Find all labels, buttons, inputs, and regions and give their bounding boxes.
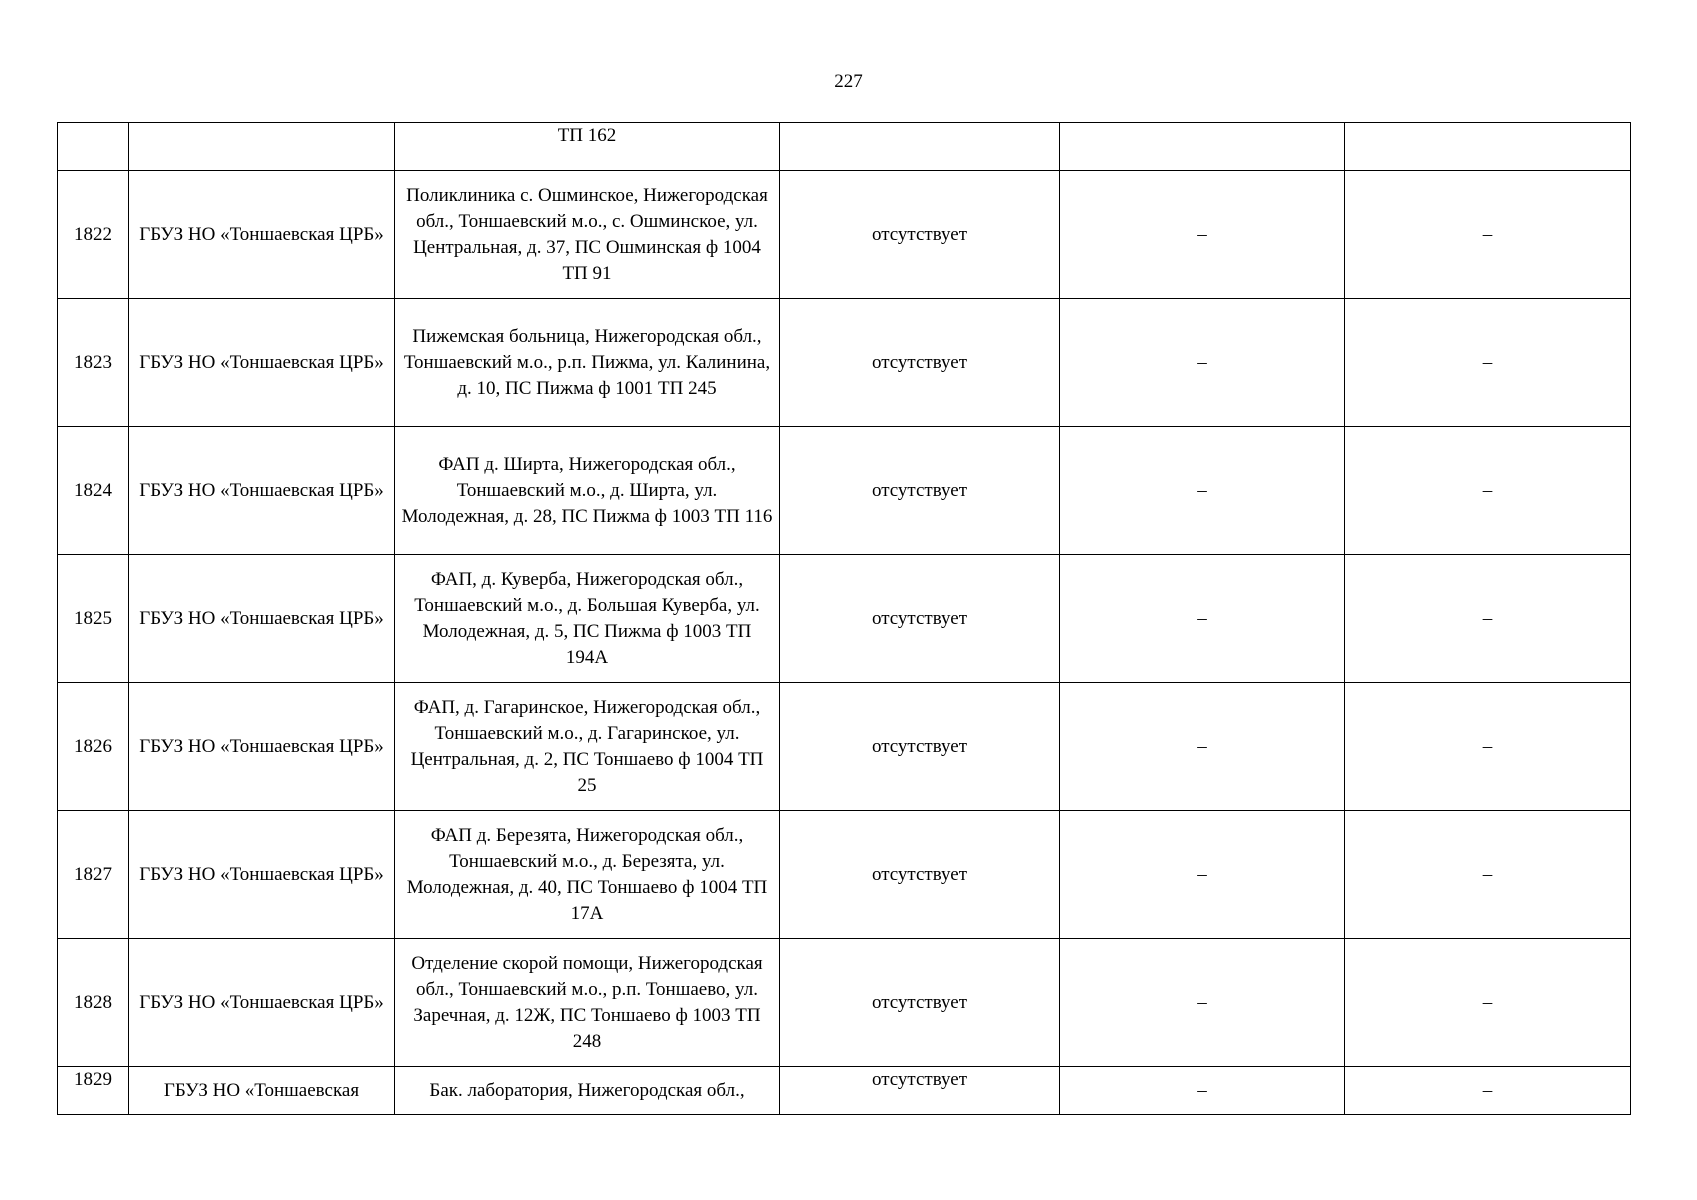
cell-num: 1829 <box>58 1067 129 1115</box>
cell-status: отсутствует <box>780 683 1060 811</box>
cell-status <box>780 123 1060 171</box>
cell-address: Отделение скорой помощи, Нижегородская обл., Тоншаевский м.о., р.п. Тоншаево, ул. Заречная, д. 12Ж, ПС Тоншаево ф 1003 ТП 248 <box>395 939 780 1067</box>
cell-status: отсутствует <box>780 171 1060 299</box>
cell-org: ГБУЗ НО «Тоншаевская ЦРБ» <box>129 811 395 939</box>
cell-col6: – <box>1345 683 1631 811</box>
cell-org: ГБУЗ НО «Тоншаевская ЦРБ» <box>129 171 395 299</box>
cell-org: ГБУЗ НО «Тоншаевская ЦРБ» <box>129 683 395 811</box>
cell-col5 <box>1060 123 1345 171</box>
cell-num: 1826 <box>58 683 129 811</box>
cell-col5: – <box>1060 171 1345 299</box>
cell-col5: – <box>1060 683 1345 811</box>
cell-org: ГБУЗ НО «Тоншаевская ЦРБ» <box>129 427 395 555</box>
cell-col5: – <box>1060 811 1345 939</box>
cell-col6: – <box>1345 171 1631 299</box>
cell-org: ГБУЗ НО «Тоншаевская ЦРБ» <box>129 939 395 1067</box>
cell-num: 1824 <box>58 427 129 555</box>
cell-address: ФАП д. Ширта, Нижегородская обл., Тоншаевский м.о., д. Ширта, ул. Молодежная, д. 28, ПС Пижма ф 1003 ТП 116 <box>395 427 780 555</box>
cell-col5: – <box>1060 939 1345 1067</box>
cell-num: 1822 <box>58 171 129 299</box>
cell-address: Поликлиника с. Ошминское, Нижегородская обл., Тоншаевский м.о., с. Ошминское, ул. Центральная, д. 37, ПС Ошминская ф 1004 ТП 91 <box>395 171 780 299</box>
cell-status: отсутствует <box>780 427 1060 555</box>
cell-col6: – <box>1345 811 1631 939</box>
cell-status: отсутствует <box>780 1067 1060 1115</box>
cell-num: 1823 <box>58 299 129 427</box>
cell-col6: – <box>1345 1067 1631 1115</box>
table-row <box>58 171 1631 299</box>
cell-col5: – <box>1060 1067 1345 1115</box>
cell-status: отсутствует <box>780 939 1060 1067</box>
page-number: 227 <box>834 71 863 92</box>
cell-num: 1825 <box>58 555 129 683</box>
cell-col6 <box>1345 123 1631 171</box>
cell-col5: – <box>1060 299 1345 427</box>
cell-org: ГБУЗ НО «Тоншаевская <box>129 1067 395 1115</box>
cell-num <box>58 123 129 171</box>
table-row <box>58 683 1631 811</box>
table-row <box>58 299 1631 427</box>
table-row <box>58 939 1631 1067</box>
cell-address: ФАП, д. Гагаринское, Нижегородская обл., Тоншаевский м.о., д. Гагаринское, ул. Центральная, д. 2, ПС Тоншаево ф 1004 ТП 25 <box>395 683 780 811</box>
table-row <box>58 811 1631 939</box>
cell-col6: – <box>1345 939 1631 1067</box>
cell-col6: – <box>1345 555 1631 683</box>
registry-table <box>57 122 1631 1115</box>
cell-num: 1827 <box>58 811 129 939</box>
table-row <box>58 555 1631 683</box>
cell-status: отсутствует <box>780 811 1060 939</box>
cell-col6: – <box>1345 427 1631 555</box>
cell-org: ГБУЗ НО «Тоншаевская ЦРБ» <box>129 555 395 683</box>
cell-num: 1828 <box>58 939 129 1067</box>
table-row-continuation <box>58 123 1631 171</box>
cell-address: ФАП, д. Куверба, Нижегородская обл., Тоншаевский м.о., д. Большая Куверба, ул. Молодежная, д. 5, ПС Пижма ф 1003 ТП 194А <box>395 555 780 683</box>
cell-org: ГБУЗ НО «Тоншаевская ЦРБ» <box>129 299 395 427</box>
cell-col5: – <box>1060 427 1345 555</box>
cell-col5: – <box>1060 555 1345 683</box>
cell-org <box>129 123 395 171</box>
cell-address: ФАП д. Березята, Нижегородская обл., Тоншаевский м.о., д. Березята, ул. Молодежная, д. 40, ПС Тоншаево ф 1004 ТП 17А <box>395 811 780 939</box>
cell-status: отсутствует <box>780 555 1060 683</box>
table-row <box>58 427 1631 555</box>
cell-address: ТП 162 <box>395 123 780 171</box>
cell-status: отсутствует <box>780 299 1060 427</box>
cell-address: Бак. лаборатория, Нижегородская обл., <box>395 1067 780 1115</box>
cell-col6: – <box>1345 299 1631 427</box>
cell-address: Пижемская больница, Нижегородская обл., Тоншаевский м.о., р.п. Пижма, ул. Калинина, д. 10, ПС Пижма ф 1001 ТП 245 <box>395 299 780 427</box>
table-row-partial <box>58 1067 1631 1115</box>
